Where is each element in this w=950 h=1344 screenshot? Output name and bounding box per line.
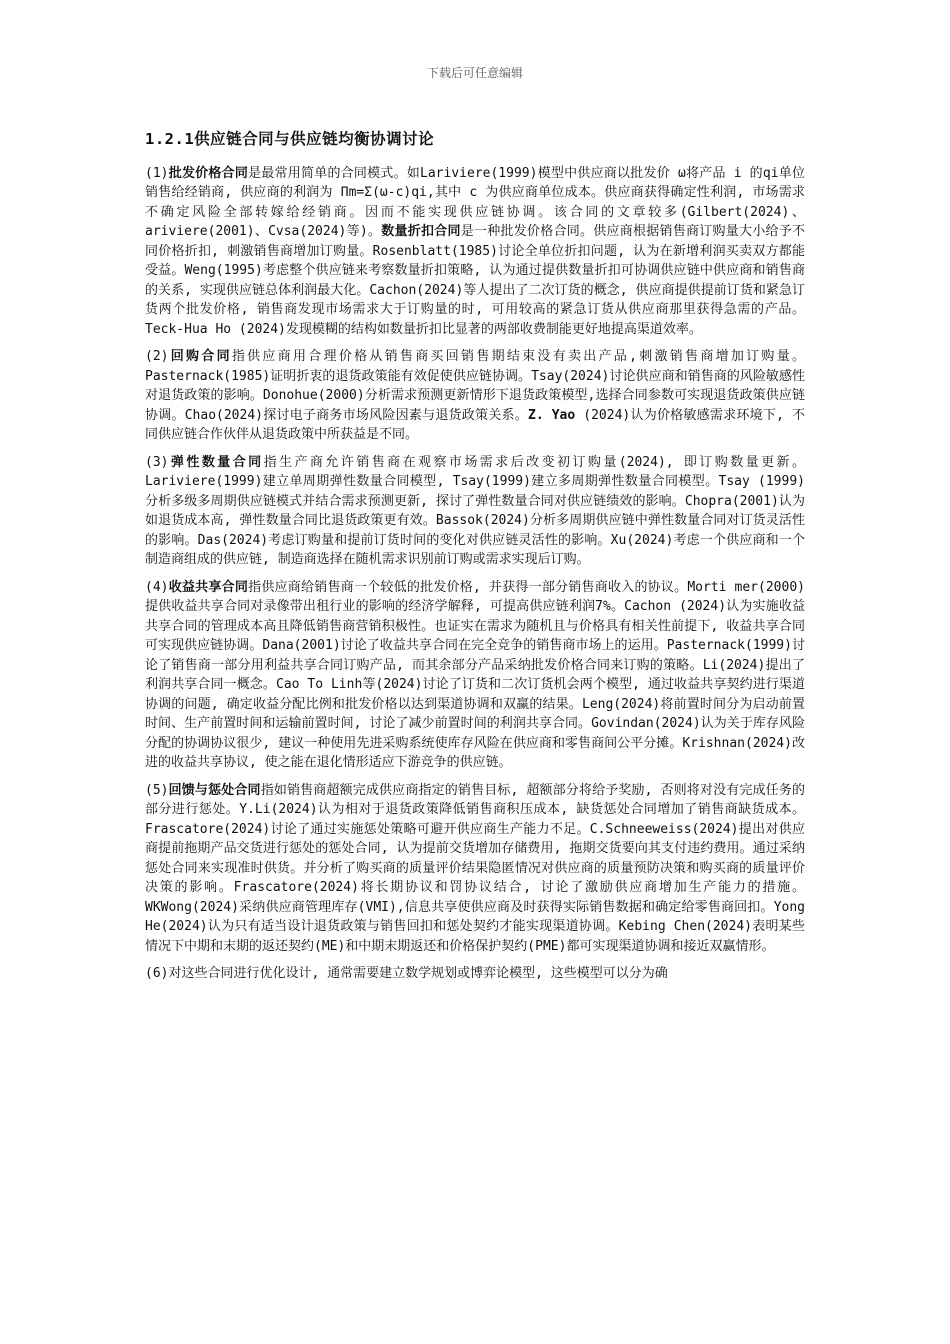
document-body — [145, 130, 805, 992]
term-buyback-contract: 回购合同 — [168, 349, 232, 364]
section-title: 1.2.1供应链合同与供应链均衡协调讨论 — [145, 130, 435, 148]
paragraph-revenue-sharing-contract: (4)收益共享合同指供应商给销售商一个较低的批发价格, 并获得一部分销售商收入的协议。Morti mer(2000)提供收益共享合同对录像带出租行业的影响的经济学解释, 可提高供应链利润7%。Cachon (2024)认为实施收益共享合同的管理成本高且降低销售商营销积极性。也证实在需求为随机且与价格具有相关性前提下, 收益共享合同可实现供应链协调。Dana(2001)讨论了收益共享合同在完全竞争的销售商市场上的运用。Pasternack(1999)讨论了销售商一部分用利益共享合同订购产品, 而其余部分产品采纳批发价格合同来订购的策略。Li(2024)提出了利润共享合同一概念。Cao To Linh等(2024)讨论了订货和二次订货机会两个模型, 通过收益共享契约进行渠道协调的问题, 确定收益分配比例和批发价格以达到渠道协调和双赢的结果。Leng(2024)将前置时间分为启动前置时间、生产前置时间和运输前置时间, 讨论了减少前置时间的利润共享合同。Govindan(2024)认为关于库存风险分配的协调协议很少, 建议一种使用先进采购系统使库存风险在供应商和零售商间公平分摊。Krishnan(2024)改进的收益共享协议, 使之能在退化情形适应下游竞争的供应链。 — [145, 579, 805, 770]
paragraph-buyback-contract: (2)回购合同指供应商用合理价格从销售商买回销售期结束没有卖出产品,刺激销售商增加订购量。Pasternack(1985)证明折衷的退货政策能有效促使供应链协调。Tsay(2024)讨论供应商和销售商的风险敏感性对退货政策的影响。Donohue(2000)分析需求预测更新情形下退货政策模型,选择合同参数可实现退货政策供应链协调。Chao(2024)探讨电子商务市场风险因素与退货政策关系。Z. Yao (2024)认为价格敏感需求环境下, 不同供应链合作伙伴从退货政策中所获益是不同。 — [145, 349, 805, 442]
term-revenue-sharing-contract: 收益共享合同 — [168, 579, 249, 595]
author-z-yao: Z. Yao — [528, 407, 576, 423]
term-wholesale-price-contract: 批发价格合同 — [168, 165, 249, 181]
term-quantity-discount-contract: 数量折扣合同 — [381, 224, 461, 239]
paragraph-optimization-design: (6)对这些合同进行优化设计, 通常需要建立数学规划或博弈论模型, 这些模型可以分为确 — [145, 966, 668, 981]
paragraph-wholesale-price-contract: (1)批发价格合同是最常用简单的合同模式。如Lariviere(1999)模型中供应商以批发价 ω将产品 i 的qi单位销售给经销商, 供应商的利润为 Πm=Σ(ω-c)qi,其中 c 为供应商单位成本。供应商获得确定性利润, 市场需求不确定风险全部转嫁给经销商。因而不能实现供应链协调。该合同的文章较多(Gilbert(2024)、ariviere(2001)、Cvsa(2024)等)。数量折扣合同是一种批发价格合同。供应商根据销售商订购量大小给予不同价格折扣, 刺激销售商增加订购量。Rosenblatt(1985)讨论全单位折扣问题, 认为在新增利润买卖双方都能受益。Weng(1995)考虑整个供应链来考察数量折扣策略, 认为通过提供数量折扣可协调供应链中供应商和销售商的关系, 实现供应链总体利润最大化。Cachon(2024)等人提出了二次订货的概念, 供应商提供提前订货和紧急订货两个批发价格, 销售商发现市场需求大于订购量的时, 可用较高的紧急订货从供应商那里获得急需的产品。Teck-Hua Ho (2024)发现模糊的结构如数量折扣比显著的两部收费制能更好地提高渠道效率。 — [145, 165, 805, 337]
paragraph-rebate-penalty-contract: (5)回馈与惩处合同指如销售商超额完成供应商指定的销售目标, 超额部分将给予奖励, 否则将对没有完成任务的部分进行惩处。Y.Li(2024)认为相对于退货政策降低销售商积压成本, 缺货惩处合同增加了销售商缺货成本。Frascatore(2024)讨论了通过实施惩处策略可避开供应商生产能力不足。C.Schneeweiss(2024)提出对供应商提前拖期产品交货进行惩处的惩处合同, 认为提前交货增加存储费用, 拖期交货要向其支付违约费用。通过采纳惩处合同来实现准时供货。并分析了购买商的质量评价结果隐匿情况对供应商的质量预防决策和购买商的质量评价决策的影响。Frascatore(2024)将长期协议和罚协议结合, 讨论了激励供应商增加生产能力的措施。WKWong(2024)采纳供应商管理库存(VMI),信息共享使供应商及时获得实际销售数据和确定给零售商回扣。Yong He(2024)认为只有适当设计退货政策与销售回扣和惩处契约才能实现渠道协调。Kebing Chen(2024)表明某些情况下中期和末期的返还契约(ME)和中期末期返还和价格保护契约(PME)都可实现渠道协调和接近双赢情形。 — [145, 782, 805, 954]
download-watermark: 下载后可任意编辑 — [426, 66, 523, 80]
paragraph-quantity-flexibility-contract: (3)弹性数量合同指生产商允许销售商在观察市场需求后改变初订购量(2024), 即订购数量更新。Lariviere(1999)建立单周期弹性数量合同模型, Tsay(1999)建立多周期弹性数量合同模型。Tsay (1999)分析多级多周期供应链模式并结合需求预测更新, 探讨了弹性数量合同对供应链绩效的影响。Chopra(2001)认为如退货成本高, 弹性数量合同比退货政策更有效。Bassok(2024)分析多周期供应链中弹性数量合同对订货灵活性的影响。Das(2024)考虑订购量和提前订货时间的变化对供应链灵活性的影响。Xu(2024)考虑一个供应商和一个制造商组成的供应链, 制造商选择在随机需求识别前订购或需求实现后订购。 — [145, 454, 805, 567]
term-quantity-flexibility-contract: 弹性数量合同 — [168, 454, 264, 470]
term-rebate-penalty-contract: 回馈与惩处合同 — [168, 782, 261, 798]
